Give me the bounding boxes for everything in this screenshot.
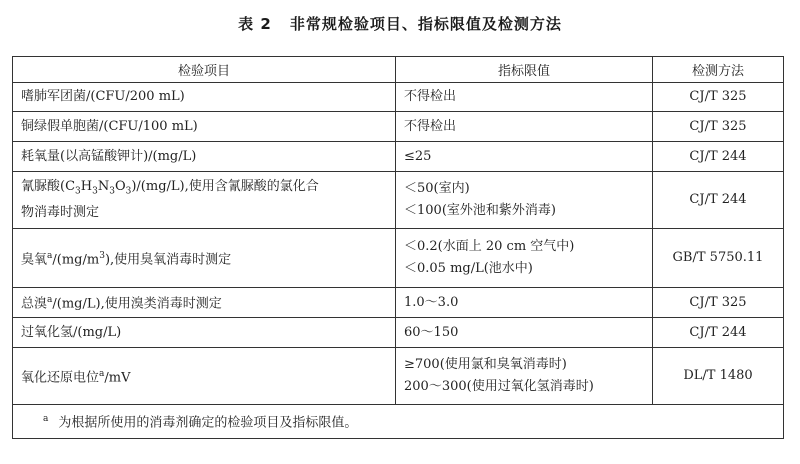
- header-item: 检验项目: [13, 57, 396, 83]
- table-row: [13, 83, 784, 112]
- method-cell: DL/T 1480: [653, 348, 784, 405]
- footnote: [13, 405, 784, 439]
- table-caption: [0, 13, 800, 34]
- limit-line: ＜0.05 mg/L(池水中): [404, 261, 533, 276]
- item-line: 物消毒时测定: [21, 205, 100, 221]
- limit-cell: ≤25: [396, 142, 653, 172]
- item-cell: 铜绿假单胞菌/(CFU/100 mL): [13, 112, 396, 142]
- footnote-text: 为根据所使用的消毒剂确定的检验项目及指标限值。: [58, 415, 358, 431]
- header-method: 检测方法: [653, 57, 784, 83]
- standards-table: [12, 56, 784, 439]
- caption-text: 非常规检验项目、指标限值及检测方法: [289, 15, 562, 33]
- item-text: 氰脲酸(C: [21, 178, 76, 194]
- item-text: /(mg/L),使用溴类消毒时测定: [52, 296, 222, 312]
- item-cell: [13, 348, 396, 405]
- item-text: O: [114, 178, 126, 194]
- item-cell: [13, 172, 396, 229]
- method-cell: CJ/T 244: [653, 318, 784, 348]
- item-text: 氧化还原电位: [21, 370, 100, 386]
- method-cell: CJ/T 244: [653, 172, 784, 229]
- item-text: 总溴: [21, 296, 48, 312]
- item-text: N: [97, 178, 110, 194]
- item-cell: 耗氧量(以高锰酸钾计)/(mg/L): [13, 142, 396, 172]
- item-cell: 过氧化氢/(mg/L): [13, 318, 396, 348]
- table-row: [13, 288, 784, 318]
- limit-line: 200～300(使用过氧化氢消毒时): [404, 379, 594, 394]
- item-line: [21, 176, 387, 203]
- header-row: [13, 57, 784, 83]
- method-cell: CJ/T 325: [653, 83, 784, 112]
- method-cell: GB/T 5750.11: [653, 229, 784, 288]
- subscript: 3: [109, 186, 115, 197]
- item-text: )/(mg/L),使用含氰脲酸的氯化合: [131, 178, 319, 194]
- item-text: 臭氧: [21, 252, 48, 268]
- item-text: /mV: [104, 370, 131, 386]
- footnote-mark: a: [47, 295, 53, 306]
- limit-cell: 60～150: [396, 318, 653, 348]
- caption-number: 表 2: [238, 15, 272, 33]
- limit-cell: [396, 172, 653, 229]
- limit-line: ＜0.2(水面上 20 cm 空气中): [404, 239, 575, 254]
- table-row: [13, 112, 784, 142]
- table-row: [13, 348, 784, 405]
- limit-line: ≥700(使用氯和臭氧消毒时): [404, 357, 567, 372]
- table-row: [13, 172, 784, 229]
- footnote-row: [13, 405, 784, 439]
- header-limit: 指标限值: [396, 57, 653, 83]
- footnote-mark: a: [47, 250, 53, 261]
- method-cell: CJ/T 325: [653, 288, 784, 318]
- limit-cell: [396, 348, 653, 405]
- footnote-mark: a: [43, 414, 49, 425]
- footnote-mark: a: [99, 368, 105, 379]
- item-text: H: [80, 178, 93, 194]
- subscript: 3: [92, 186, 98, 197]
- table-row: [13, 318, 784, 348]
- limit-line: ＜100(室外池和紫外消毒): [404, 203, 556, 218]
- superscript: 3: [99, 250, 105, 261]
- method-cell: CJ/T 325: [653, 112, 784, 142]
- item-cell: [13, 288, 396, 318]
- limit-line: ＜50(室内): [404, 181, 470, 196]
- subscript: 3: [125, 186, 132, 197]
- item-text: /(mg/m: [52, 252, 100, 268]
- limit-cell: 1.0～3.0: [396, 288, 653, 318]
- item-cell: [13, 229, 396, 288]
- item-cell: 嗜肺军团菌/(CFU/200 mL): [13, 83, 396, 112]
- limit-cell: [396, 229, 653, 288]
- table-row: [13, 142, 784, 172]
- limit-cell: 不得检出: [396, 83, 653, 112]
- subscript: 3: [75, 186, 81, 197]
- method-cell: CJ/T 244: [653, 142, 784, 172]
- item-text: ),使用臭氧消毒时测定: [104, 252, 232, 268]
- limit-cell: 不得检出: [396, 112, 653, 142]
- table-row: [13, 229, 784, 288]
